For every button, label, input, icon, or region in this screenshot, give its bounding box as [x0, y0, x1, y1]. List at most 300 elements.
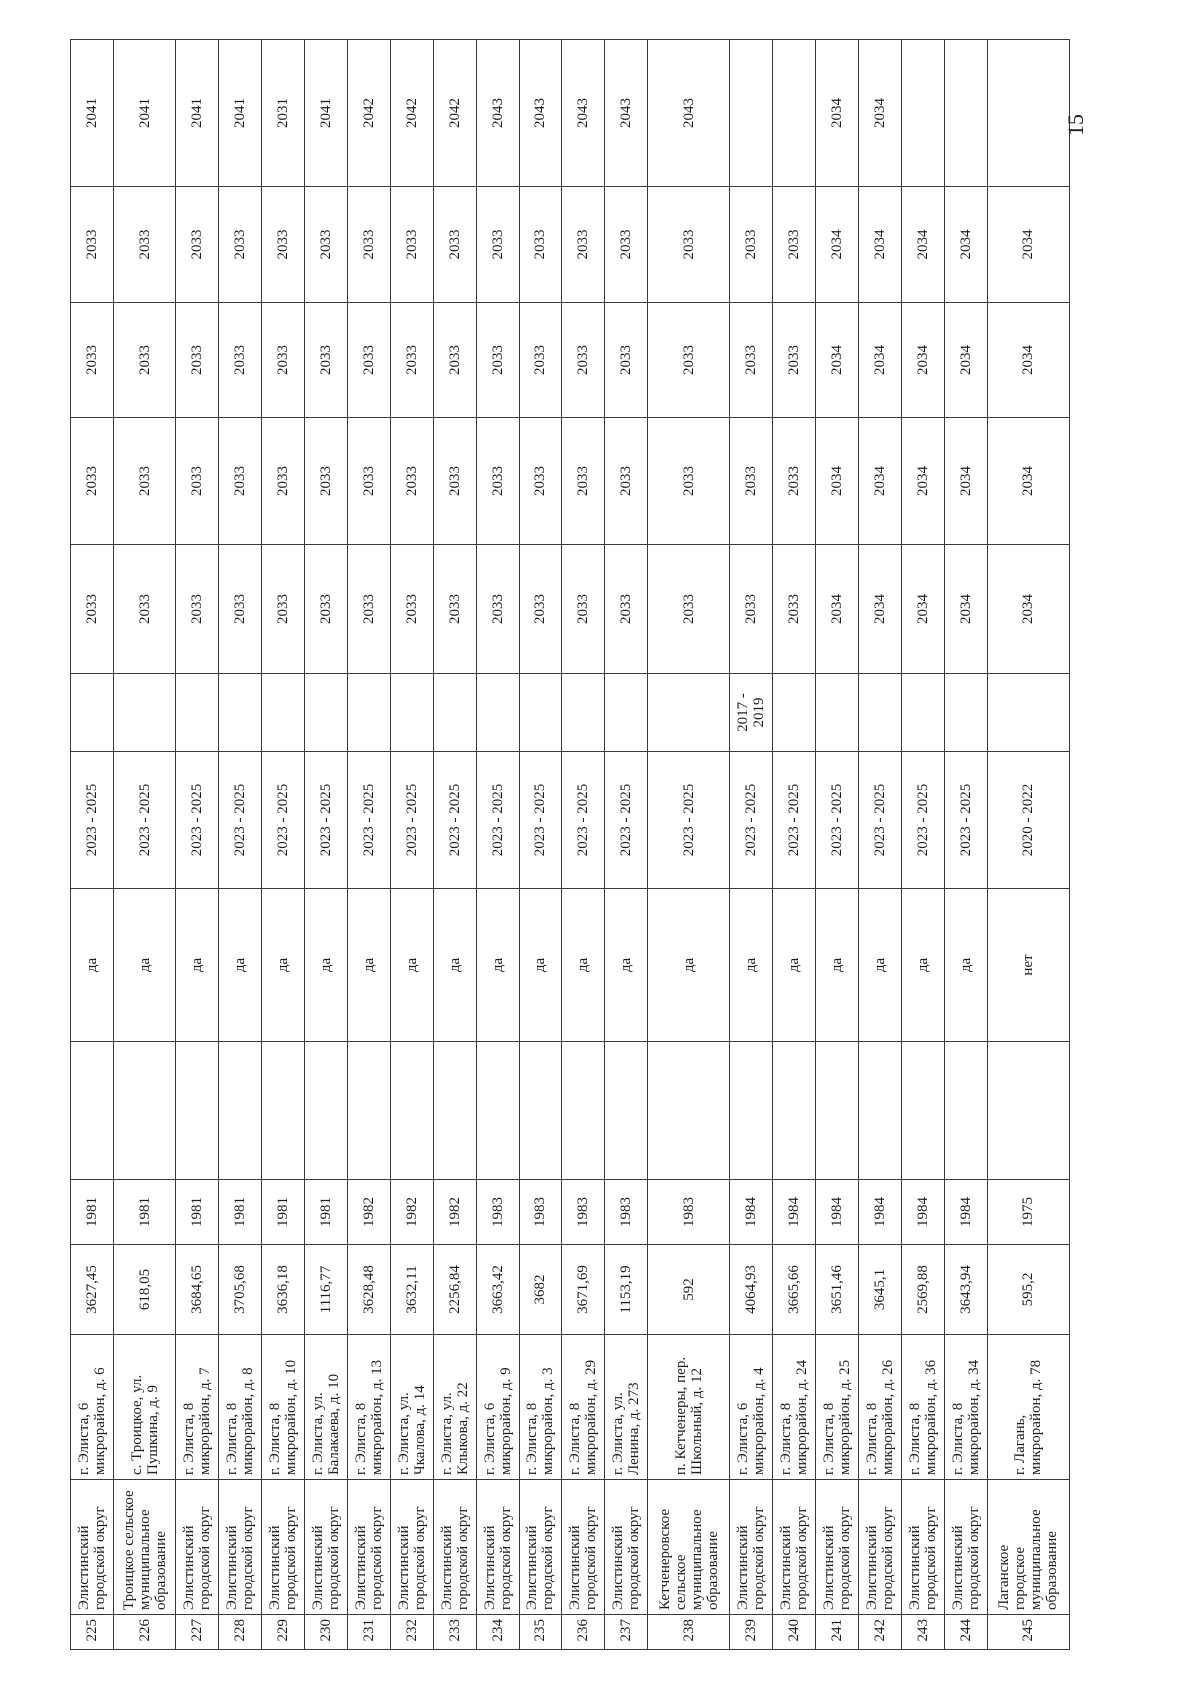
- year-cell-5: [730, 40, 773, 187]
- municipality-cell: Троицкое сельское муниципальное образование: [113, 1480, 176, 1615]
- year-cell-4: 2033: [347, 187, 390, 303]
- address-cell: г. Элиста, 8 микрорайон, д. 36: [901, 1335, 944, 1480]
- municipality-cell: Элистинский городской округ: [562, 1480, 605, 1615]
- year-cell-3: 2034: [944, 303, 987, 418]
- year-cell-4: 2033: [219, 187, 262, 303]
- year-cell-5: 2031: [262, 40, 305, 187]
- area-cell: 3665,66: [773, 1245, 816, 1335]
- year-built-cell: 1981: [305, 1180, 348, 1245]
- area-cell: 3651,46: [816, 1245, 859, 1335]
- year-cell-3: 2034: [858, 303, 901, 418]
- year-cell-2: 2034: [901, 418, 944, 545]
- period-cell: 2023 - 2025: [816, 752, 859, 889]
- row-number: 225: [71, 1615, 114, 1650]
- row-number: 244: [944, 1615, 987, 1650]
- year-cell-1: 2033: [262, 545, 305, 674]
- area-cell: 3636,18: [262, 1245, 305, 1335]
- year-cell-2: 2033: [730, 418, 773, 545]
- area-cell: 3705,68: [219, 1245, 262, 1335]
- flag-cell: да: [176, 889, 219, 1042]
- empty-cell: [113, 1042, 176, 1180]
- empty-cell: [562, 1042, 605, 1180]
- period-extra-cell: [987, 674, 1069, 752]
- address-cell: г. Элиста, 8 микрорайон, д. 8: [219, 1335, 262, 1480]
- area-cell: 3628,48: [347, 1245, 390, 1335]
- year-cell-2: 2033: [262, 418, 305, 545]
- year-cell-3: 2033: [476, 303, 519, 418]
- year-cell-4: 2033: [773, 187, 816, 303]
- address-cell: г. Элиста, 8 микрорайон, д. 29: [562, 1335, 605, 1480]
- empty-cell: [219, 1042, 262, 1180]
- area-cell: 2256,84: [433, 1245, 476, 1335]
- year-cell-3: 2034: [816, 303, 859, 418]
- address-cell: г. Элиста, 8 микрорайон, д. 26: [858, 1335, 901, 1480]
- period-cell: 2023 - 2025: [519, 752, 562, 889]
- year-cell-5: [773, 40, 816, 187]
- period-extra-cell: [176, 674, 219, 752]
- year-cell-5: 2043: [476, 40, 519, 187]
- municipality-cell: Элистинский городской округ: [944, 1480, 987, 1615]
- year-cell-4: 2033: [71, 187, 114, 303]
- year-cell-2: 2033: [773, 418, 816, 545]
- table-row: [113, 40, 176, 1650]
- year-cell-2: 2033: [113, 418, 176, 545]
- table-row: [562, 40, 605, 1650]
- period-extra-cell: [433, 674, 476, 752]
- year-cell-3: 2033: [219, 303, 262, 418]
- municipality-cell: Элистинский городской округ: [347, 1480, 390, 1615]
- period-extra-cell: [944, 674, 987, 752]
- year-cell-2: 2033: [433, 418, 476, 545]
- year-cell-3: 2033: [605, 303, 648, 418]
- municipality-cell: Элистинский городской округ: [262, 1480, 305, 1615]
- flag-cell: да: [901, 889, 944, 1042]
- year-cell-5: [987, 40, 1069, 187]
- year-cell-3: 2033: [562, 303, 605, 418]
- municipality-cell: Кетченеровское сельское муниципальное образование: [648, 1480, 730, 1615]
- year-cell-4: 2033: [176, 187, 219, 303]
- period-extra-cell: [648, 674, 730, 752]
- year-built-cell: 1981: [262, 1180, 305, 1245]
- year-cell-2: 2033: [176, 418, 219, 545]
- year-cell-3: 2033: [433, 303, 476, 418]
- area-cell: 3643,94: [944, 1245, 987, 1335]
- period-extra-cell: [390, 674, 433, 752]
- row-number: 235: [519, 1615, 562, 1650]
- year-cell-4: 2033: [730, 187, 773, 303]
- address-cell: г. Элиста, 8 микрорайон, д. 25: [816, 1335, 859, 1480]
- flag-cell: да: [390, 889, 433, 1042]
- flag-cell: да: [562, 889, 605, 1042]
- flag-cell: да: [476, 889, 519, 1042]
- table-body: [71, 40, 1070, 1650]
- empty-cell: [390, 1042, 433, 1180]
- address-cell: г. Элиста, ул. Клыкова, д. 22: [433, 1335, 476, 1480]
- municipality-cell: Элистинский городской округ: [176, 1480, 219, 1615]
- year-built-cell: 1981: [71, 1180, 114, 1245]
- address-cell: г. Элиста, 6 микрорайон, д. 4: [730, 1335, 773, 1480]
- address-cell: г. Элиста, 8 микрорайон, д. 24: [773, 1335, 816, 1480]
- year-cell-5: 2043: [519, 40, 562, 187]
- year-cell-5: 2034: [858, 40, 901, 187]
- period-extra-cell: [562, 674, 605, 752]
- row-number: 242: [858, 1615, 901, 1650]
- flag-cell: да: [347, 889, 390, 1042]
- year-cell-4: 2033: [519, 187, 562, 303]
- address-cell: с. Троицкое, ул. Пушкина, д. 9: [113, 1335, 176, 1480]
- year-built-cell: 1984: [944, 1180, 987, 1245]
- table-row: [390, 40, 433, 1650]
- period-extra-cell: [605, 674, 648, 752]
- page-number: 15: [1063, 114, 1088, 136]
- flag-cell: да: [519, 889, 562, 1042]
- year-cell-4: 2033: [113, 187, 176, 303]
- period-cell: 2020 - 2022: [987, 752, 1069, 889]
- year-cell-2: 2034: [816, 418, 859, 545]
- year-cell-1: 2033: [347, 545, 390, 674]
- year-cell-2: 2033: [71, 418, 114, 545]
- table-row: [262, 40, 305, 1650]
- row-number: 227: [176, 1615, 219, 1650]
- table-row: [648, 40, 730, 1650]
- empty-cell: [901, 1042, 944, 1180]
- address-cell: п. Кетченеры, пер. Школьный, д. 12: [648, 1335, 730, 1480]
- period-cell: 2023 - 2025: [858, 752, 901, 889]
- year-cell-1: 2033: [648, 545, 730, 674]
- year-cell-1: 2033: [476, 545, 519, 674]
- year-built-cell: 1981: [113, 1180, 176, 1245]
- area-cell: 618,05: [113, 1245, 176, 1335]
- area-cell: 3682: [519, 1245, 562, 1335]
- flag-cell: да: [305, 889, 348, 1042]
- period-extra-cell: [773, 674, 816, 752]
- year-built-cell: 1983: [605, 1180, 648, 1245]
- table-row: [219, 40, 262, 1650]
- period-cell: 2023 - 2025: [944, 752, 987, 889]
- year-cell-2: 2033: [347, 418, 390, 545]
- empty-cell: [944, 1042, 987, 1180]
- year-cell-1: 2033: [113, 545, 176, 674]
- row-number: 240: [773, 1615, 816, 1650]
- area-cell: 3684,65: [176, 1245, 219, 1335]
- flag-cell: да: [71, 889, 114, 1042]
- empty-cell: [305, 1042, 348, 1180]
- year-cell-3: 2034: [901, 303, 944, 418]
- year-cell-5: 2042: [433, 40, 476, 187]
- period-cell: 2023 - 2025: [219, 752, 262, 889]
- empty-cell: [773, 1042, 816, 1180]
- period-extra-cell: [816, 674, 859, 752]
- address-cell: г. Элиста, 6 микрорайон, д. 6: [71, 1335, 114, 1480]
- row-number: 243: [901, 1615, 944, 1650]
- table-row: [987, 40, 1069, 1650]
- year-cell-5: 2043: [648, 40, 730, 187]
- year-cell-2: 2033: [519, 418, 562, 545]
- period-extra-cell: [519, 674, 562, 752]
- address-cell: г. Лагань, микрорайон, д. 78: [987, 1335, 1069, 1480]
- period-cell: 2023 - 2025: [773, 752, 816, 889]
- table-row: [433, 40, 476, 1650]
- year-cell-1: 2034: [987, 545, 1069, 674]
- year-cell-4: 2033: [605, 187, 648, 303]
- address-cell: г. Элиста, 8 микрорайон, д. 34: [944, 1335, 987, 1480]
- municipality-cell: Элистинский городской округ: [71, 1480, 114, 1615]
- year-cell-5: 2041: [176, 40, 219, 187]
- period-cell: 2023 - 2025: [262, 752, 305, 889]
- year-built-cell: 1982: [390, 1180, 433, 1245]
- area-cell: 1153,19: [605, 1245, 648, 1335]
- table-row: [347, 40, 390, 1650]
- year-cell-1: 2033: [605, 545, 648, 674]
- municipality-cell: Элистинский городской округ: [816, 1480, 859, 1615]
- period-cell: 2023 - 2025: [305, 752, 348, 889]
- year-cell-2: 2033: [605, 418, 648, 545]
- period-cell: 2023 - 2025: [730, 752, 773, 889]
- year-built-cell: 1984: [730, 1180, 773, 1245]
- year-cell-5: 2042: [390, 40, 433, 187]
- flag-cell: да: [433, 889, 476, 1042]
- year-cell-5: 2041: [113, 40, 176, 187]
- address-cell: г. Элиста, ул. Чкалова, д. 14: [390, 1335, 433, 1480]
- empty-cell: [816, 1042, 859, 1180]
- empty-cell: [605, 1042, 648, 1180]
- year-cell-4: 2033: [476, 187, 519, 303]
- municipality-cell: Элистинский городской округ: [476, 1480, 519, 1615]
- year-cell-1: 2034: [816, 545, 859, 674]
- year-cell-1: 2033: [730, 545, 773, 674]
- year-cell-3: 2033: [519, 303, 562, 418]
- year-cell-1: 2034: [944, 545, 987, 674]
- period-cell: 2023 - 2025: [113, 752, 176, 889]
- table-row: [605, 40, 648, 1650]
- year-cell-1: 2033: [562, 545, 605, 674]
- row-number: 236: [562, 1615, 605, 1650]
- year-cell-4: 2034: [944, 187, 987, 303]
- period-extra-cell: [305, 674, 348, 752]
- year-cell-5: [944, 40, 987, 187]
- year-cell-5: 2041: [71, 40, 114, 187]
- table-row: [476, 40, 519, 1650]
- year-cell-4: 2034: [901, 187, 944, 303]
- year-cell-2: 2033: [476, 418, 519, 545]
- year-cell-1: 2033: [773, 545, 816, 674]
- table-row: [519, 40, 562, 1650]
- year-cell-3: 2033: [648, 303, 730, 418]
- table-row: [730, 40, 773, 1650]
- year-cell-5: [901, 40, 944, 187]
- row-number: 230: [305, 1615, 348, 1650]
- year-cell-3: 2033: [347, 303, 390, 418]
- empty-cell: [730, 1042, 773, 1180]
- row-number: 226: [113, 1615, 176, 1650]
- table-row: [71, 40, 114, 1650]
- municipality-cell: Элистинский городской округ: [773, 1480, 816, 1615]
- row-number: 239: [730, 1615, 773, 1650]
- year-cell-2: 2033: [648, 418, 730, 545]
- year-cell-4: 2034: [816, 187, 859, 303]
- address-cell: г. Элиста, 6 микрорайон, д. 9: [476, 1335, 519, 1480]
- area-cell: 592: [648, 1245, 730, 1335]
- year-cell-1: 2033: [433, 545, 476, 674]
- period-extra-cell: 2017 - 2019: [730, 674, 773, 752]
- empty-cell: [476, 1042, 519, 1180]
- area-cell: 3671,69: [562, 1245, 605, 1335]
- row-number: 234: [476, 1615, 519, 1650]
- year-cell-5: 2042: [347, 40, 390, 187]
- area-cell: 4064,93: [730, 1245, 773, 1335]
- row-number: 229: [262, 1615, 305, 1650]
- area-cell: 3632,11: [390, 1245, 433, 1335]
- year-built-cell: 1983: [519, 1180, 562, 1245]
- empty-cell: [262, 1042, 305, 1180]
- row-number: 232: [390, 1615, 433, 1650]
- flag-cell: да: [262, 889, 305, 1042]
- period-extra-cell: [858, 674, 901, 752]
- row-number: 238: [648, 1615, 730, 1650]
- period-extra-cell: [219, 674, 262, 752]
- period-cell: 2023 - 2025: [901, 752, 944, 889]
- municipality-cell: Элистинский городской округ: [858, 1480, 901, 1615]
- period-extra-cell: [71, 674, 114, 752]
- year-cell-2: 2033: [562, 418, 605, 545]
- year-cell-3: 2033: [773, 303, 816, 418]
- flag-cell: да: [858, 889, 901, 1042]
- year-cell-4: 2033: [305, 187, 348, 303]
- flag-cell: да: [648, 889, 730, 1042]
- year-cell-4: 2033: [562, 187, 605, 303]
- table-row: [858, 40, 901, 1650]
- year-cell-1: 2034: [901, 545, 944, 674]
- row-number: 245: [987, 1615, 1069, 1650]
- year-cell-3: 2033: [305, 303, 348, 418]
- address-cell: г. Элиста, 8 микрорайон, д. 3: [519, 1335, 562, 1480]
- area-cell: 2569,88: [901, 1245, 944, 1335]
- period-cell: 2023 - 2025: [347, 752, 390, 889]
- period-cell: 2023 - 2025: [648, 752, 730, 889]
- empty-cell: [987, 1042, 1069, 1180]
- area-cell: 1116,77: [305, 1245, 348, 1335]
- flag-cell: да: [816, 889, 859, 1042]
- year-built-cell: 1983: [648, 1180, 730, 1245]
- row-number: 231: [347, 1615, 390, 1650]
- row-number: 237: [605, 1615, 648, 1650]
- table-row: [816, 40, 859, 1650]
- year-cell-1: 2033: [71, 545, 114, 674]
- year-cell-3: 2033: [71, 303, 114, 418]
- year-cell-4: 2033: [433, 187, 476, 303]
- year-cell-2: 2034: [987, 418, 1069, 545]
- year-cell-5: 2034: [816, 40, 859, 187]
- address-cell: г. Элиста, 8 микрорайон, д. 13: [347, 1335, 390, 1480]
- area-cell: 595,2: [987, 1245, 1069, 1335]
- municipality-cell: Элистинский городской округ: [305, 1480, 348, 1615]
- year-built-cell: 1984: [773, 1180, 816, 1245]
- area-cell: 3645,1: [858, 1245, 901, 1335]
- address-cell: г. Элиста, 8 микрорайон, д. 10: [262, 1335, 305, 1480]
- municipality-cell: Элистинский городской округ: [219, 1480, 262, 1615]
- year-cell-1: 2033: [219, 545, 262, 674]
- year-cell-5: 2043: [562, 40, 605, 187]
- year-built-cell: 1981: [219, 1180, 262, 1245]
- year-built-cell: 1981: [176, 1180, 219, 1245]
- year-built-cell: 1982: [347, 1180, 390, 1245]
- area-cell: 3627,45: [71, 1245, 114, 1335]
- municipality-cell: Элистинский городской округ: [901, 1480, 944, 1615]
- year-cell-3: 2033: [113, 303, 176, 418]
- municipality-cell: Элистинский городской округ: [390, 1480, 433, 1615]
- table-row: [773, 40, 816, 1650]
- year-cell-1: 2034: [858, 545, 901, 674]
- year-built-cell: 1983: [476, 1180, 519, 1245]
- period-cell: 2023 - 2025: [605, 752, 648, 889]
- period-cell: 2023 - 2025: [71, 752, 114, 889]
- address-cell: г. Элиста, ул. Балакаева, д. 10: [305, 1335, 348, 1480]
- empty-cell: [858, 1042, 901, 1180]
- empty-cell: [71, 1042, 114, 1180]
- table-row: [901, 40, 944, 1650]
- year-cell-1: 2033: [305, 545, 348, 674]
- year-cell-3: 2033: [730, 303, 773, 418]
- flag-cell: да: [773, 889, 816, 1042]
- year-cell-2: 2033: [305, 418, 348, 545]
- year-built-cell: 1975: [987, 1180, 1069, 1245]
- table-row: [176, 40, 219, 1650]
- rotated-page: [70, 40, 1070, 1650]
- year-cell-2: 2034: [944, 418, 987, 545]
- empty-cell: [176, 1042, 219, 1180]
- period-cell: 2023 - 2025: [433, 752, 476, 889]
- flag-cell: да: [730, 889, 773, 1042]
- row-number: 233: [433, 1615, 476, 1650]
- address-cell: г. Элиста, ул. Ленина, д. 273: [605, 1335, 648, 1480]
- year-cell-5: 2041: [219, 40, 262, 187]
- year-cell-5: 2043: [605, 40, 648, 187]
- year-cell-4: 2033: [648, 187, 730, 303]
- period-extra-cell: [347, 674, 390, 752]
- table-row: [944, 40, 987, 1650]
- empty-cell: [519, 1042, 562, 1180]
- period-extra-cell: [476, 674, 519, 752]
- row-number: 228: [219, 1615, 262, 1650]
- year-cell-2: 2033: [390, 418, 433, 545]
- table-row: [305, 40, 348, 1650]
- year-built-cell: 1984: [858, 1180, 901, 1245]
- municipality-cell: Лаганское городское муниципальное образование: [987, 1480, 1069, 1615]
- address-cell: г. Элиста, 8 микрорайон, д. 7: [176, 1335, 219, 1480]
- year-cell-3: 2033: [390, 303, 433, 418]
- municipality-cell: Элистинский городской округ: [519, 1480, 562, 1615]
- period-extra-cell: [901, 674, 944, 752]
- year-cell-2: 2033: [219, 418, 262, 545]
- municipality-cell: Элистинский городской округ: [605, 1480, 648, 1615]
- year-cell-4: 2033: [262, 187, 305, 303]
- year-built-cell: 1984: [901, 1180, 944, 1245]
- year-cell-1: 2033: [519, 545, 562, 674]
- flag-cell: да: [113, 889, 176, 1042]
- year-cell-4: 2034: [987, 187, 1069, 303]
- period-extra-cell: [262, 674, 305, 752]
- year-cell-4: 2033: [390, 187, 433, 303]
- period-cell: 2023 - 2025: [562, 752, 605, 889]
- empty-cell: [648, 1042, 730, 1180]
- year-cell-3: 2034: [987, 303, 1069, 418]
- area-cell: 3663,42: [476, 1245, 519, 1335]
- period-cell: 2023 - 2025: [476, 752, 519, 889]
- period-cell: 2023 - 2025: [390, 752, 433, 889]
- year-cell-3: 2033: [262, 303, 305, 418]
- year-built-cell: 1983: [562, 1180, 605, 1245]
- year-cell-2: 2034: [858, 418, 901, 545]
